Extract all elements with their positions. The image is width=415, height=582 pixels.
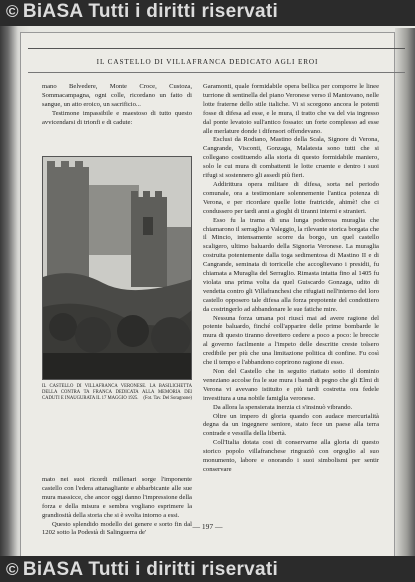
paragraph: mano Belvedere, Monte Croce, Custoza, Sommacampagna, ogni colle, ricordano un fatto di sangue, un atto eroico, un sacrificio...: [42, 83, 192, 108]
paragraph: Addirittura opera militare di difesa, sorta nel periodo comunale, ora a testimoniare solennemente l'antica potenza di Verona, e per ricordare quelle lotte fratricide, ahimè! che ci condussero per tardi anni a gioghi di tiranni interni e stranieri.: [203, 180, 379, 215]
paragraph: mato nei suoi ricordi millenari sorge l'imponente castello con l'edera attanagliante e abbarbicante alle sue mura massicce, che ancor oggi danno l'impressione della forza e della misura e sembra vogliano esprimere la grandiosità della storia che si è svolta intorno a essi.: [42, 476, 192, 519]
watermark-top: [0, 1, 415, 23]
paragraph: Esclusi da Rodiano, Mastino della Scala, Signore di Verona, Cangrande, Visconti, Gonzaga, Malatesta sono tutti che si collegano costituendo alla storia di questo formidabile maniero, solo le cui mura di combattenti le lotte cruente e dentro i suoi rifugi si sostennero gli assedi più fieri.: [203, 136, 379, 180]
copyright-icon: ©: [6, 2, 19, 21]
page-fold-edge: [395, 28, 415, 558]
header-rule-bottom: [28, 72, 405, 73]
paragraph: Garamonti, quale formidabile opera bellica per comporre le linee turrione di sentinella del piano Veronese verso il Mantovano, nelle lotte fraterne dello stile italiche. Vi si scorgono ancora le potenti fosse di difesa ad esse, e le mura, il tratto che va del via ingresso dal ponte levatoio sull'antico fossato: un forte complesso ad esse alle merlature donde i difensori offendevano.: [203, 83, 379, 135]
watermark-bottom: [0, 559, 415, 581]
copyright-icon: ©: [6, 560, 19, 579]
watermark-text: BiASA Tutti i diritti riservati: [22, 559, 279, 580]
paragraph: Oltre un impero di gloria quando con audace mercurialità degna da un ingegnere seniore, stato fece un paese alla terra contrade e vessilla della libertà.: [203, 412, 379, 438]
paragraph: Nessuna forza umana poi riuscì mai ad avere ragione del potente baluardo, finché coll'apparire delle prime bombarde le mura di questo tiranno dovettero cedere a poco a poco: le breccie al governo facilmente a l'impeto delle descritte creste tolsero credibile per più che una limitazione politica di confine. Fu così che il tempo e l'abbandono coprirono ragione di esso.: [203, 314, 379, 367]
caption-text: IL CASTELLO DI VILLAFRANCA VERONESE. LA BASILICHETTA DELLA CONTRA TA FRANCA DEDICATA ALLA MEMORIA DEI CADUTI E INAUGURATA IL 17 MAGGIO 1925.: [42, 384, 192, 401]
paragraph: Coll'Italia dotata cosi di conservarne alla gloria di questo storico popolo villafranchese ringraziò con orgoglio al suo monumento, labore e onorando i suoi simbolismi per sentir conservare: [203, 439, 379, 473]
castle-illustration: [43, 157, 192, 380]
left-column-top: [42, 83, 192, 128]
paragraph: Questo splendido modello dei genere e sorto fin dal 1202 sotto la Podestà di Salinguerra de': [42, 520, 192, 537]
castle-photo: [42, 156, 192, 380]
paragraph: Non del Castello che in seguito riattato sotto il dominio veneziano accolse fra le sue mura i bandi di pegno che gli Elmi di Verona vi avevano istituito e più tardi costretta ora fedele investitura a una nobile famiglia veronese.: [203, 368, 379, 402]
photo-caption: [42, 384, 192, 402]
photo-credit: (Fot. Tav. Del Soragnone): [143, 395, 192, 401]
running-head: IL CASTELLO DI VILLAFRANCA DEDICATO AGLI EROI: [96, 58, 319, 66]
paragraph: Testimone impassibile e maestoso di tutto questo avvicendarsi di trionfi e di cadute:: [42, 109, 192, 126]
paragraph: Esso fu la trama di una lunga poderosa muraglia che chiamarono il serraglio a Valeggio, la rilevante storica borgata che il Mincio, intensamente scorre da borgo, un quel castello scaligero, ultimo baluardo della Signoria Veronese. La muraglia costruita potentemente dalla toga sedimentosa di Mastino II e di Cangrande, seminata di torricelle che accoglievano i presidii, fu chiamata a Muraglia del Serraglio. Rimasta intatta fino al 1405 fu violata una prima volta da quel Guiscardo Gonzaga, udito di vendetta contro gli Villafranchesi che rifugiati nell'interno del loro castello opposero tale difesa alla forza prepotente del condottiero da costringerlo ad abbandonare le sue fatiche mire.: [203, 216, 379, 313]
page-number: — 197 —: [192, 522, 223, 531]
right-column: [203, 83, 379, 475]
header-rule-top: [28, 48, 405, 49]
paragraph: Da allora la spensierata inerzia ci s'insinuò vibrando.: [213, 403, 353, 411]
watermark-text: BiASA Tutti i diritti riservati: [22, 1, 279, 22]
